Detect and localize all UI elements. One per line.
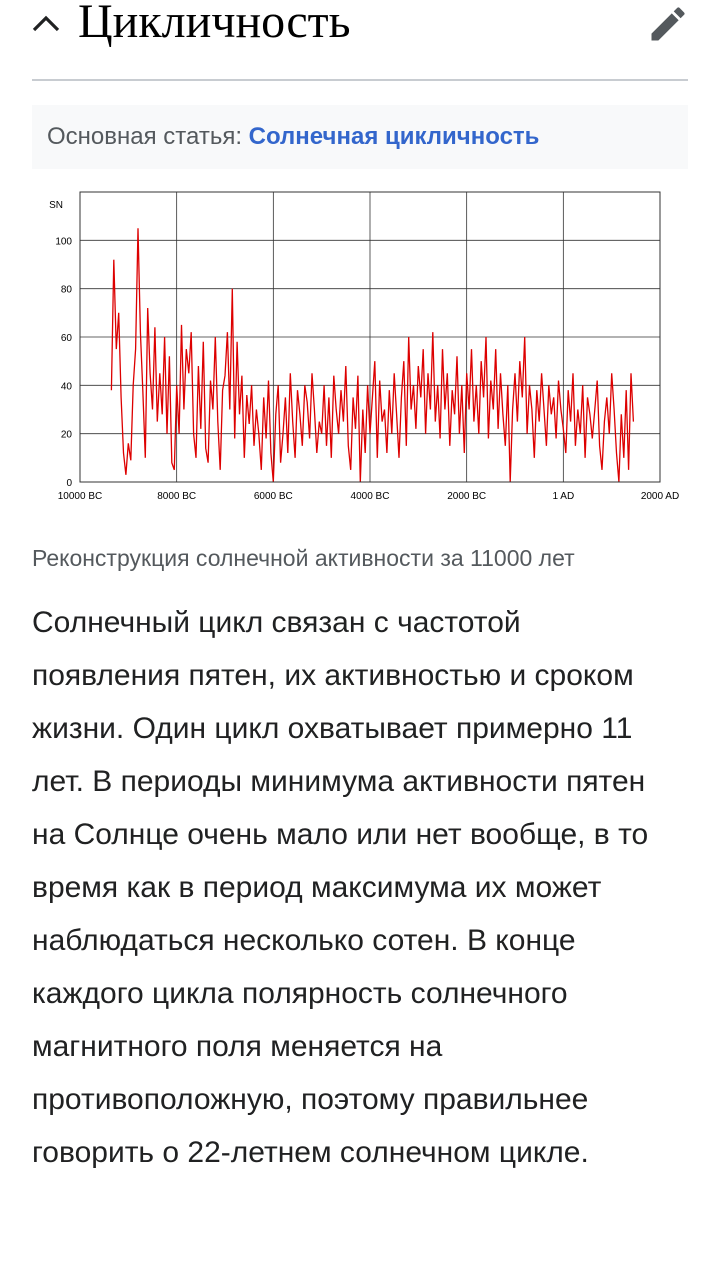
x-tick-label: 8000 BC	[157, 491, 197, 502]
x-tick-label: 2000 AD	[640, 491, 680, 502]
y-tick-label: 40	[60, 381, 72, 393]
y-tick-label: 80	[60, 284, 72, 296]
solar-activity-chart[interactable]	[30, 183, 690, 513]
series-line	[111, 228, 633, 482]
y-tick-label: 0	[66, 478, 72, 489]
x-tick-label: 1 AD	[552, 491, 575, 502]
section-header	[0, 0, 720, 82]
main-article-link[interactable]: Солнечная цикличность	[248, 123, 540, 150]
hatnote	[32, 105, 688, 169]
y-tick-label: 60	[60, 333, 72, 344]
x-tick-label: 4000 BC	[350, 491, 390, 502]
y-tick-label: 20	[60, 429, 72, 441]
x-tick-label: 10000 BC	[57, 491, 103, 502]
y-tick-label: 100	[55, 236, 72, 248]
chart-ylabel: SN	[49, 200, 63, 211]
x-tick-label: 6000 BC	[253, 491, 293, 502]
x-tick-label: 2000 BC	[447, 491, 487, 502]
article-paragraph: Солнечный цикл связан с частотой появления пятен, их активностью и сроком жизни. Один цикл охватывает примерно 11 лет. В периоды минимума активности пятен на Солнце очень мало или нет вообще, в то время как в период максимума их может наблюдаться несколько сотен. В конце каждого цикла полярность солнечного магнитного поля меняется на противоположную, поэтому правильнее говорить о 22-летнем солнечном цикле.	[32, 606, 649, 1169]
section-divider	[32, 79, 688, 81]
figure-caption: Реконструкция солнечной активности за 11000 лет	[32, 545, 575, 571]
hatnote-prefix: Основная статья:	[47, 123, 249, 150]
section-title: Цикличность	[78, 0, 351, 48]
chevron-up-icon[interactable]	[28, 8, 64, 38]
pencil-icon[interactable]	[646, 2, 690, 46]
